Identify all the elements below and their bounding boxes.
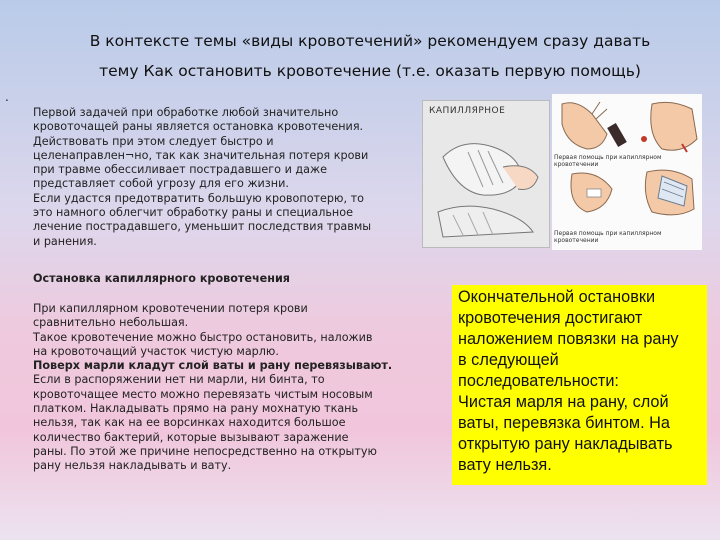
title-line-1: В контексте темы «виды кровотечений» рекомендуем сразу давать [89,32,651,50]
figure-label: КАПИЛЛЯРНОЕ [429,106,506,116]
figure-caption-2: Первая помощь при капиллярном кровотечении [554,230,662,244]
hands-drawing [552,94,702,250]
title-line-2: тему Как остановить кровотечение (т.е. оказать первую помощь) [99,62,641,80]
intro-paragraph: Первой задачей при обработке любой значительно кровоточащей раны является остановка кровотечения. Действовать при этом следует быстро и целенаправлен¬но, так как значительная потеря крови при травме обессиливает пострадавшего и даже представляет собой угрозу для его жизни. Если удастся предотвратить большую кровопотерю, то это намного облегчит обработку раны и специальное лечение пострадавшего, уменьшит последствия травмы и ранения. [33,106,372,248]
capillary-paragraph [33,302,433,474]
capillary-text-bold: Поверх марли кладут слой ваты и рану перевязывают. [33,359,393,373]
section-heading: Остановка капиллярного кровотечения [33,272,290,285]
page-title [30,26,710,86]
bullet-marker: . [5,90,9,104]
highlight-box: Окончательной остановки кровотечения достигают наложением повязки на рану в следующей последовательности: Чистая марля на рану, слой ваты, перевязка бинтом. На открытую рану накладывать вату нельзя. [452,285,707,485]
capillary-text-b: Если в распоряжении нет ни марли, ни бинта, то кровоточащее место можно перевязать чистым носовым платком. Накладывать прямо на рану мохнатую ткань нельзя, так как на ее ворсинках находится большое количество бактерий, которые вызывают заражение раны. По этой же причине непосредственно на открытую рану нельзя накладывать и вату. [33,373,377,473]
bandaged-hand-drawing [423,117,549,247]
figure-caption-1: Первая помощь при капиллярном кровотечении [554,154,662,168]
capillary-text-a: При капиллярном кровотечении потеря крови сравнительно небольшая. Такое кровотечение можно быстро остановить, наложив на кровоточащий участок чистую марлю. [33,302,373,358]
first-aid-illustration [552,94,702,250]
bandage-illustration [422,100,550,248]
